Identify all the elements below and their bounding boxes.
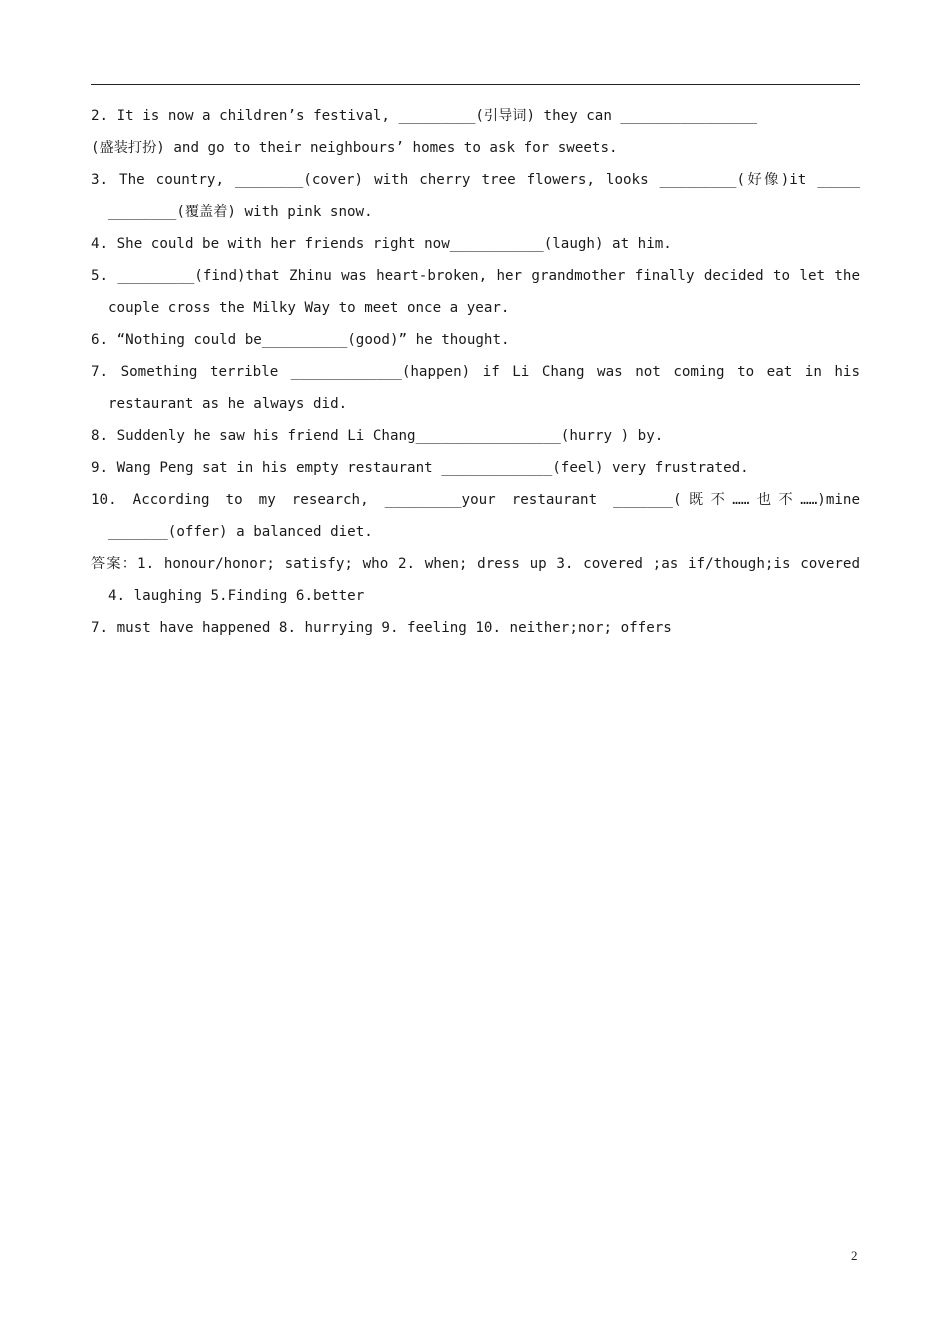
exercise-body — [91, 100, 860, 644]
header-rule — [91, 84, 860, 85]
exercise-2-line-1: 2. It is now a children’s festival, _________(引导词) they can ________________ — [91, 108, 758, 124]
exercise-3-line-2: ________(覆盖着) with pink snow. — [108, 204, 373, 220]
exercise-2-line-2: (盛装打扮) and go to their neighbours’ homes to ask for sweets. — [91, 140, 618, 156]
exercise-8-line-1: 8. Suddenly he saw his friend Li Chang_________________(hurry ) by. — [91, 428, 664, 444]
exercise-7-line-1: 7. Something terrible _____________(happen) if Li Chang was not coming to eat in his — [91, 364, 860, 380]
exercise-10-line-1: 10. According to my research, _________your restaurant _______(既不……也不……)mine — [91, 492, 860, 508]
exercise-9-line-1: 9. Wang Peng sat in his empty restaurant _____________(feel) very frustrated. — [91, 460, 749, 476]
page-number: 2 — [851, 1248, 858, 1263]
answer-key-line-1: 答案：1. honour/honor; satisfy; who 2. when; dress up 3. covered ;as if/though;is covered — [91, 556, 860, 572]
answer-key-line-3: 7. must have happened 8. hurrying 9. feeling 10. neither;nor; offers — [91, 620, 672, 636]
exercise-10-line-2: _______(offer) a balanced diet. — [108, 524, 373, 540]
exercise-4-line-1: 4. She could be with her friends right now___________(laugh) at him. — [91, 236, 672, 252]
answer-key-line-2: 4. laughing 5.Finding 6.better — [108, 588, 365, 604]
exercise-5-line-2: couple cross the Milky Way to meet once a year. — [108, 300, 510, 316]
exercise-3-line-1: 3. The country, ________(cover) with cherry tree flowers, looks _________(好像)it _____ — [91, 172, 860, 188]
exercise-5-line-1: 5. _________(find)that Zhinu was heart-broken, her grandmother finally decided to let the — [91, 268, 860, 284]
exercise-6-line-1: 6. “Nothing could be__________(good)” he thought. — [91, 332, 510, 348]
exercise-7-line-2: restaurant as he always did. — [108, 396, 348, 412]
